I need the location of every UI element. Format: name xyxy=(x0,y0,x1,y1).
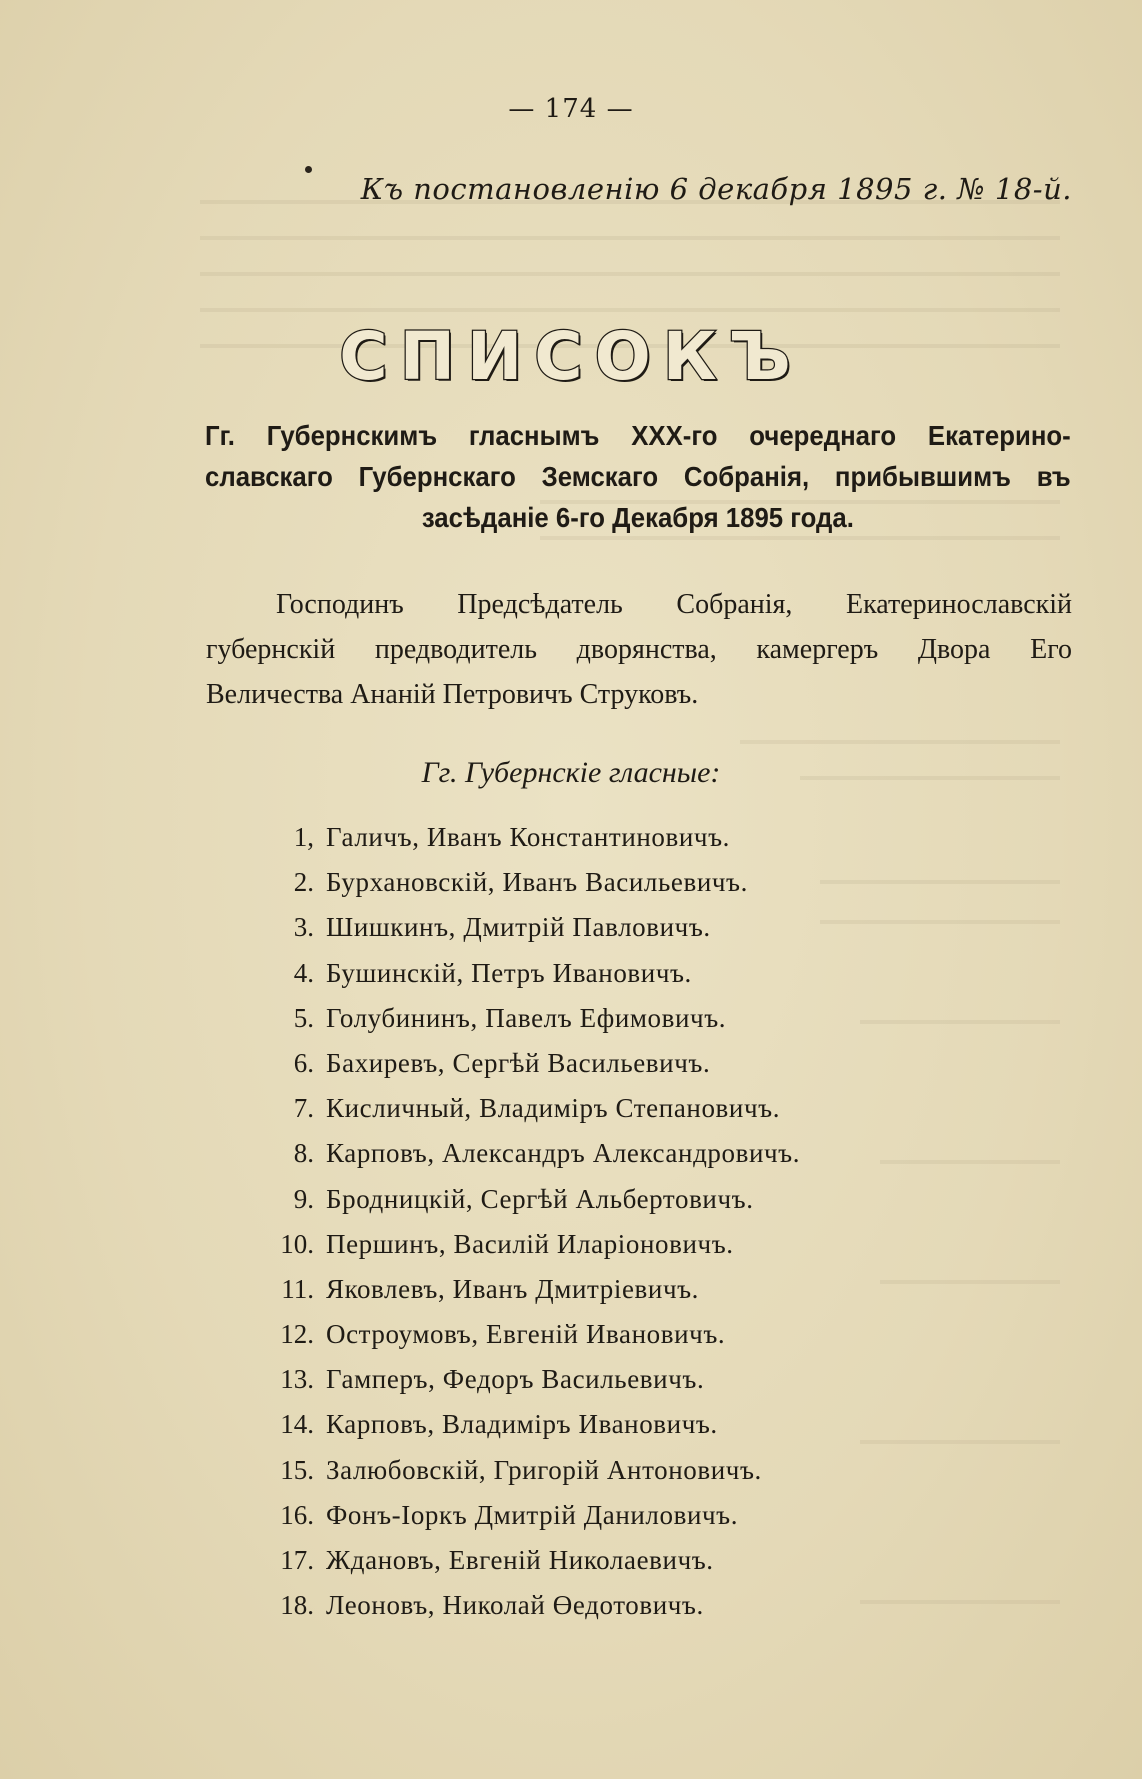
list-item xyxy=(258,958,1058,1003)
item-number: 16. xyxy=(280,1499,314,1530)
item-number: 15. xyxy=(280,1454,314,1485)
resolution-reference: Къ постановленію 6 декабря 1895 г. № 18-й. xyxy=(360,172,1072,206)
item-number: 7. xyxy=(293,1093,314,1124)
list-item xyxy=(258,1545,1058,1590)
intro-line: губернскій предводитель дворянства, камергеръ Двора Его xyxy=(206,634,1072,665)
subtitle-line: славскаго Губернскаго Земскаго Собранія, прибывшимъ въ xyxy=(205,461,1071,492)
intro-line: Величества Ананій Петровичъ Струковъ. xyxy=(206,679,699,710)
item-number: 2. xyxy=(293,867,314,898)
member-name: Бушинскій, Петръ Ивановичъ. xyxy=(326,957,692,988)
member-name: Гамперъ, Федоръ Васильевичъ. xyxy=(326,1364,705,1395)
list-item xyxy=(258,822,1058,867)
member-name: Бурхановскій, Иванъ Васильевичъ. xyxy=(326,867,748,898)
item-number: 14. xyxy=(280,1409,314,1440)
ink-dot xyxy=(305,166,312,173)
member-name: Бахиревъ, Сергѣй Васильевичъ. xyxy=(326,1047,711,1078)
member-name: Карповъ, Александръ Александровичъ. xyxy=(326,1138,801,1169)
subtitle-line: засѣданіе 6-го Декабря 1895 года. xyxy=(421,502,854,533)
list-item xyxy=(258,1455,1058,1500)
list-item xyxy=(258,1500,1058,1545)
member-name: Карповъ, Владиміръ Ивановичъ. xyxy=(326,1409,718,1440)
member-name: Леоновъ, Николай Өедотовичъ. xyxy=(326,1590,704,1621)
item-number: 13. xyxy=(280,1364,314,1395)
list-item xyxy=(258,912,1058,957)
member-name: Фонъ-Іоркъ Дмитрій Даниловичъ. xyxy=(326,1499,739,1530)
item-number: 4. xyxy=(293,957,314,988)
list-item xyxy=(258,1048,1058,1093)
list-item xyxy=(258,1319,1058,1364)
list-item xyxy=(258,1138,1058,1183)
item-number: 18. xyxy=(280,1590,314,1621)
list-item xyxy=(258,1364,1058,1409)
intro-line: Господинъ Предсѣдатель Собранія, Екатеринославскій xyxy=(276,589,1072,620)
item-number: 3. xyxy=(293,912,314,943)
list-item xyxy=(258,1274,1058,1319)
member-list xyxy=(258,822,1058,1635)
list-item xyxy=(258,1093,1058,1138)
item-number: 6. xyxy=(293,1047,314,1078)
member-name: Голубининъ, Павелъ Ефимовичъ. xyxy=(326,1002,727,1033)
member-name: Галичъ, Иванъ Константиновичъ. xyxy=(326,822,731,852)
document-subtitle xyxy=(205,415,1071,538)
list-item xyxy=(258,1590,1058,1635)
member-name: Першинъ, Василій Иларіоновичъ. xyxy=(326,1228,734,1259)
member-name: Бродницкій, Сергѣй Альбертовичъ. xyxy=(326,1183,754,1214)
item-number: 8. xyxy=(293,1138,314,1169)
member-name: Яковлевъ, Иванъ Дмитріевичъ. xyxy=(326,1273,700,1304)
item-number: 12. xyxy=(280,1319,314,1350)
list-item xyxy=(258,1184,1058,1229)
item-number: 1, xyxy=(293,822,314,852)
member-name: Кисличный, Владиміръ Степановичъ. xyxy=(326,1093,781,1124)
item-number: 11. xyxy=(281,1273,314,1304)
subtitle-line: Гг. Губернскимъ гласнымъ XXX-го очереднаго Екатерино- xyxy=(205,420,1071,451)
member-name: Ждановъ, Евгеній Николаевичъ. xyxy=(326,1545,714,1575)
item-number: 9. xyxy=(293,1183,314,1214)
document-title: СПИСОКЪ xyxy=(339,318,803,395)
list-item xyxy=(258,1003,1058,1048)
list-item xyxy=(258,867,1058,912)
list-item xyxy=(258,1229,1058,1274)
member-name: Шишкинъ, Дмитрій Павловичъ. xyxy=(326,912,711,943)
member-name: Залюбовскій, Григорій Антоновичъ. xyxy=(326,1454,762,1485)
section-heading: Гг. Губернскіе гласные: xyxy=(421,756,721,789)
list-item xyxy=(258,1409,1058,1454)
page-number: — 174 — xyxy=(508,94,634,124)
item-number: 10. xyxy=(280,1228,314,1259)
chairman-paragraph xyxy=(206,582,1072,717)
item-number: 17. xyxy=(280,1545,314,1575)
item-number: 5. xyxy=(293,1002,314,1033)
member-name: Остроумовъ, Евгеній Ивановичъ. xyxy=(326,1319,726,1350)
